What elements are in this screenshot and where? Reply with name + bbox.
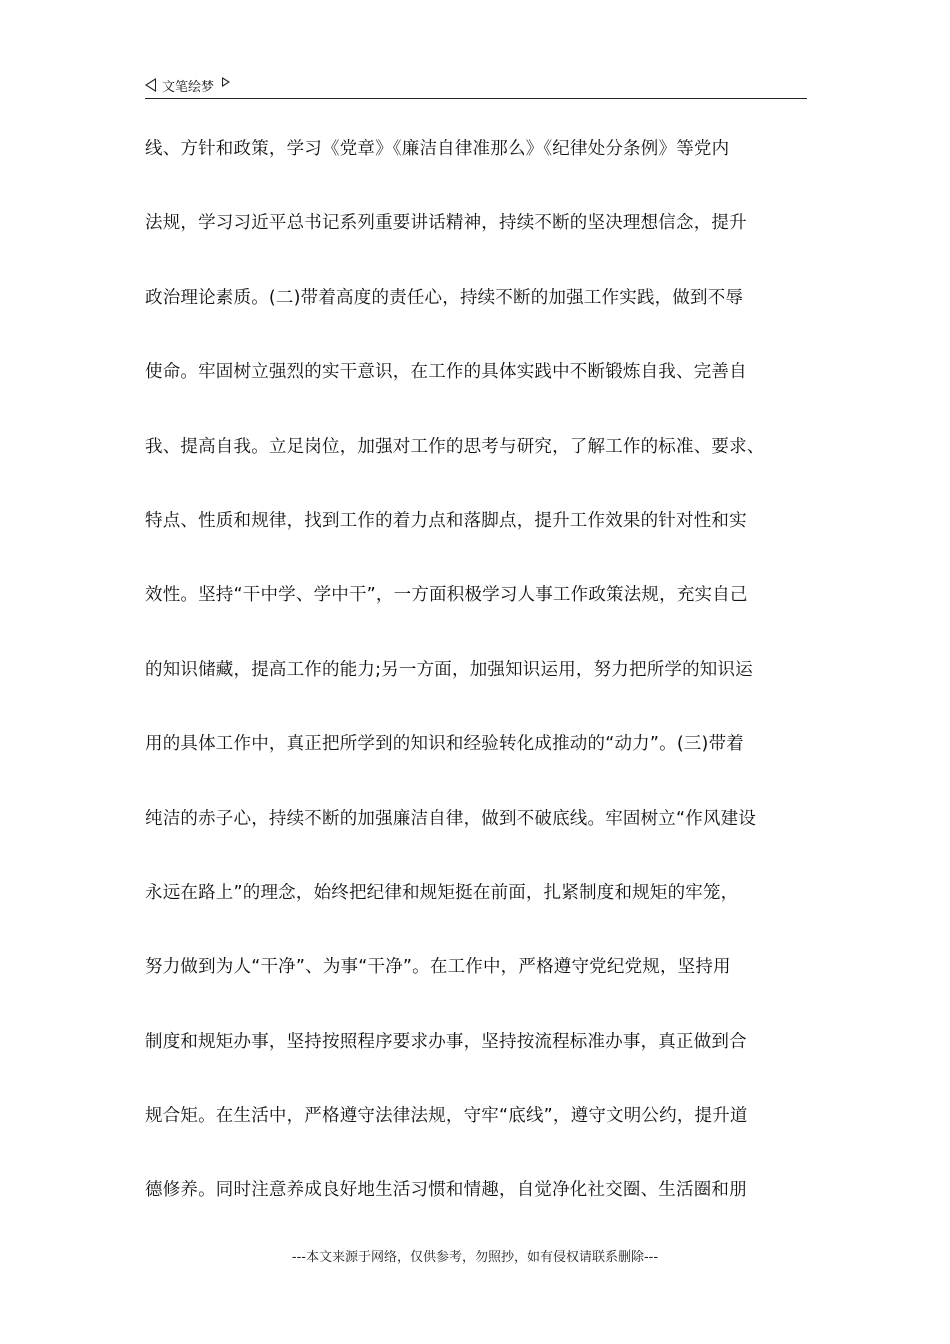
text-line: 的知识储藏，提高工作的能力;另一方面，加强知识运用，努力把所学的知识运 [145,659,753,680]
triangle-right-icon [222,77,230,87]
header-title: 文笔绘梦 [162,79,215,95]
triangle-left-icon [145,78,156,92]
text-line: 永远在路上”的理念，始终把纪律和规矩挺在前面，扎紧制度和规矩的牢笼， [145,882,739,903]
text-line: 使命。牢固树立强烈的实干意识，在工作的具体实践中不断锻炼自我、完善自 [145,362,747,383]
text-line: 规合矩。在生活中，严格遵守法律法规，守牢“底线”，遵守文明公约，提升道 [145,1106,748,1127]
text-line: 纯洁的赤子心，持续不断的加强廉洁自律，做到不破底线。牢固树立“作风建设 [145,808,757,829]
page-footer: ---本文来源于网络，仅供参考，勿照抄，如有侵权请联系删除--- [291,1250,659,1265]
document-body [145,131,810,1247]
text-line: 线、方针和政策，学习《党章》《廉洁自律准那么》《纪律处分条例》等党内 [145,139,730,159]
page-header [145,74,807,99]
text-line: 政治理论素质。(二)带着高度的责任心，持续不断的加强工作实践，做到不辱 [145,287,744,308]
text-line: 德修养。同时注意养成良好地生活习惯和情趣，自觉净化社交圈、生活圈和朋 [145,1180,747,1201]
text-line: 用的具体工作中，真正把所学到的知识和经验转化成推动的“动力”。(三)带着 [145,734,744,755]
text-line: 努力做到为人“干净”、为事“干净”。在工作中，严格遵守党纪党规，坚持用 [145,957,731,978]
text-line: 法规，学习习近平总书记系列重要讲话精神，持续不断的坚决理想信念，提升 [145,213,747,234]
text-line: 效性。坚持“干中学、学中干”，一方面积极学习人事工作政策法规，充实自己 [145,585,748,606]
text-line: 特点、性质和规律，找到工作的着力点和落脚点，提升工作效果的针对性和实 [145,510,747,531]
header-content [145,74,230,96]
text-line: 制度和规矩办事，坚持按照程序要求办事，坚持按流程标准办事，真正做到合 [145,1031,747,1052]
text-line: 我、提高自我。立足岗位，加强对工作的思考与研究，了解工作的标准、要求、 [145,436,765,457]
